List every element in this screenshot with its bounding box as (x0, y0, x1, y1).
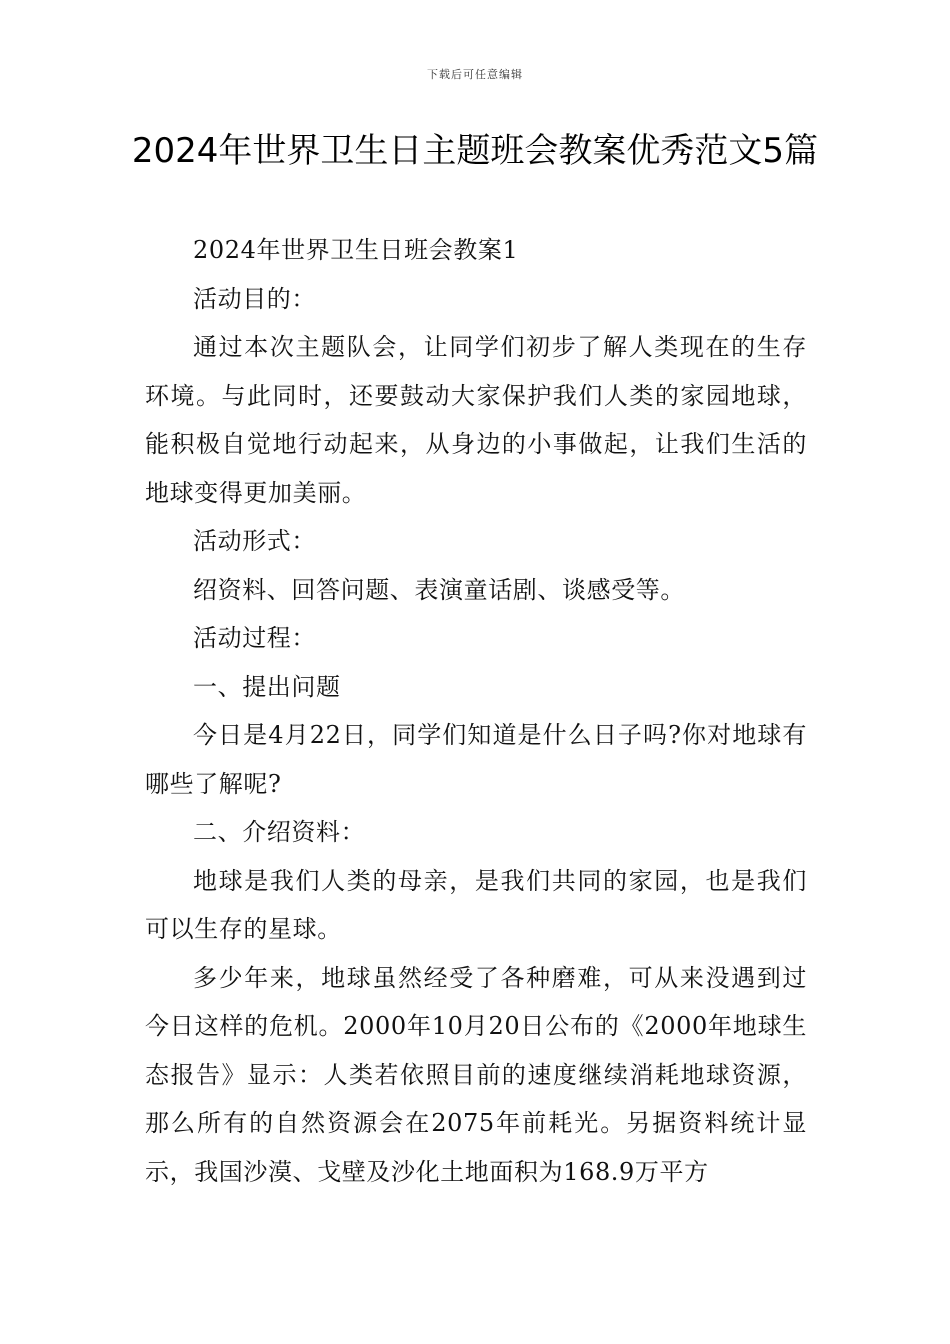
paragraph-goal-heading: 活动目的： (193, 284, 316, 313)
document-body (145, 226, 807, 1196)
document-title: 2024年世界卫生日主题班会教案优秀范文5篇 (131, 131, 819, 171)
paragraph-step-two: 二、介绍资料： (193, 818, 366, 846)
paragraph-form-text: 绍资料、回答问题、表演童话剧、谈感受等。 (193, 575, 685, 604)
paragraph-earth-crisis: 多少年来，地球虽然经受了各种磨难，可从来没遇到过今日这样的危机。2000年10月20日公布的《2000年地球生态报告》显示：人类若依照目前的速度继续消耗地球资源，那么所有的自然资源会在2075年前耗光。另据资料统计显示，我国沙漠、戈壁及沙化土地面积为168.9万平方 (145, 963, 807, 1186)
paragraph-form-heading: 活动形式： (193, 527, 316, 555)
paragraph-goal-text: 通过本次主题队会，让同学们初步了解人类现在的生存环境。与此同时，还要鼓动大家保护我们人类的家园地球，能积极自觉地行动起来，从身边的小事做起，让我们生活的地球变得更加美丽。 (145, 333, 807, 507)
paragraph-lesson-heading: 2024年世界卫生日班会教案1 (193, 236, 519, 264)
paragraph-step-one: 一、提出问题 (193, 672, 341, 701)
paragraph-process-heading: 活动过程： (193, 624, 316, 652)
paragraph-question: 今日是4月22日，同学们知道是什么日子吗?你对地球有哪些了解呢? (145, 721, 807, 798)
header-note: 下载后可任意编辑 (427, 68, 523, 81)
paragraph-earth-home: 地球是我们人类的母亲，是我们共同的家园，也是我们可以生存的星球。 (145, 866, 807, 943)
